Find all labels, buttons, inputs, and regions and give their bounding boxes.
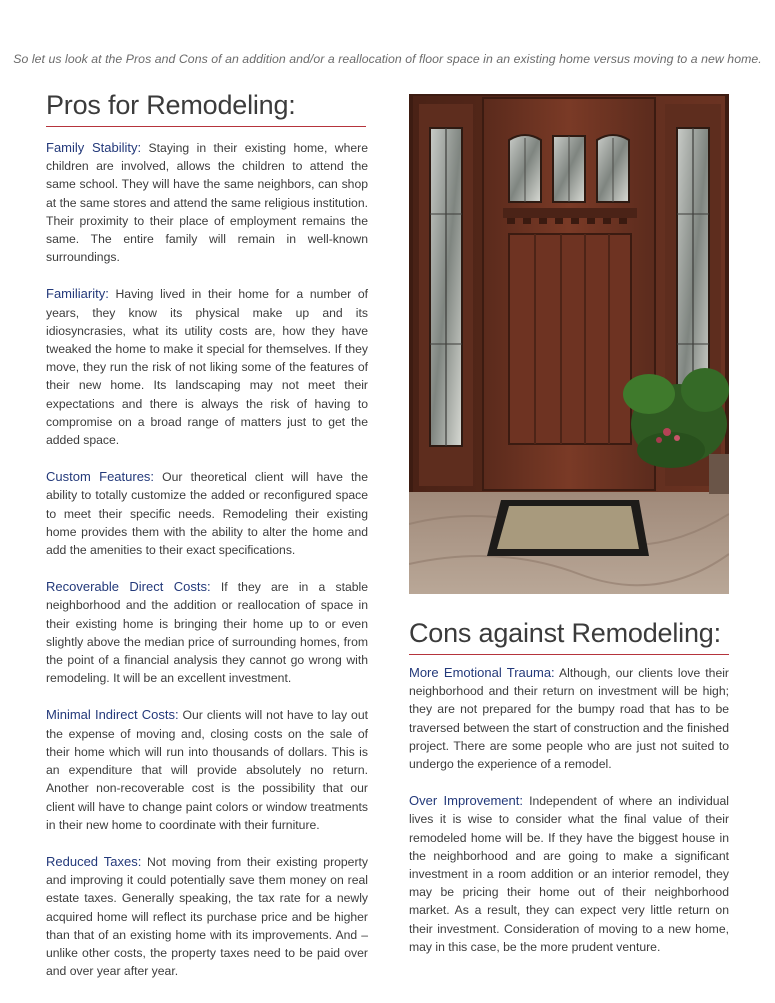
para-lead: Familiarity: — [46, 286, 109, 302]
pros-recoverable-direct-costs — [46, 578, 368, 687]
pros-custom-features — [46, 468, 368, 559]
pros-heading: Pros for Remodeling: — [46, 88, 366, 127]
pros-reduced-taxes — [46, 853, 368, 980]
para-lead: Reduced Taxes: — [46, 853, 142, 869]
para-lead: Minimal Indirect Costs: — [46, 707, 179, 723]
pros-familiarity — [46, 285, 368, 449]
para-text: Although, our clients love their neighborhood and their return on investment will be high; they are not prepared for the bumpy road that has to be traversed between the start of construction and the finished project. There are some people who are just not suited to undergo the experience of a remodel. — [409, 666, 729, 772]
para-text: Not moving from their existing property and improving it could potentially save them money on real estate taxes. Generally speaking, the tax rate for a newly acquired home will reflect its purchase price and be higher than that of an existing home with its improvements. And – unlike other costs, the property taxes need to be paid over and over year after year. — [46, 854, 368, 979]
para-text: Our theoretical client will have the ability to totally customize the added or reconfigured space to meet their specific needs. Remodeling their existing home provides them with the ability to alter the home and add the amenities to their exact specifications. — [46, 470, 368, 558]
cons-emotional-trauma — [409, 664, 729, 773]
para-text: Independent of where an individual lives it is wise to consider what the final value of their remodeled home will be. If they have the biggest house in the neighborhood and are going to make a significant investment in a room addition or an interior remodel, they may be pricing their home out of their neighborhood market. As a result, they can expect very little return on their investment. Consideration of moving to a new home, may in this case, be the more prudent venture. — [409, 794, 730, 954]
para-text: Having lived in their home for a number of years, they know its physical make up and its idiosyncrasies, what its utility costs are, how they have tweaked the home to make it special for themselves. If they move, they run the risk of not liking some of the features of their new home. Its landscaping may not meet their expectations and there is always the risk of having to compromise on a broad range of matters just to get the added space. — [46, 287, 368, 448]
para-lead: Custom Features: — [46, 469, 155, 485]
cons-over-improvement — [409, 792, 729, 956]
intro-text: So let us look at the Pros and Cons of an addition and/or a reallocation of floor space in an existing home versus moving to a new home. — [13, 52, 762, 66]
para-lead: More Emotional Trauma: — [409, 665, 555, 680]
front-door-photo — [409, 94, 729, 594]
cons-section — [409, 616, 729, 956]
para-text: Staying in their existing home, where children are involved, allows the children to attend the same school. They will have the same neighbors, can shop at the same stores and attend the same religious institution. Their proximity to their place of employment remains the same. The entire family will remain in well-known surroundings. — [46, 141, 368, 265]
cons-heading: Cons against Remodeling: — [409, 616, 729, 655]
pros-section — [46, 88, 368, 980]
pros-family-stability — [46, 139, 368, 266]
para-text: Our clients will not have to lay out the expense of moving and, closing costs on the sale of their home which will run into thousands of dollars. This is an expenditure that will provide absolutely no return. Another non-recoverable cost is the possibility that our client will have to change paint colors or window treatments in their new home to coordinate with their furniture. — [46, 708, 369, 832]
para-lead: Recoverable Direct Costs: — [46, 579, 211, 595]
para-text: If they are in a stable neighborhood and the addition or reallocation of space in their existing home is bringing their home up to or even slightly above the median price of surrounding homes, from the point of a financial analysis they cannot go wrong with remodeling. It will be an excellent investment. — [46, 580, 369, 686]
para-lead: Over Improvement: — [409, 793, 523, 809]
pros-minimal-indirect-costs — [46, 706, 368, 833]
para-lead: Family Stability: — [46, 140, 142, 155]
